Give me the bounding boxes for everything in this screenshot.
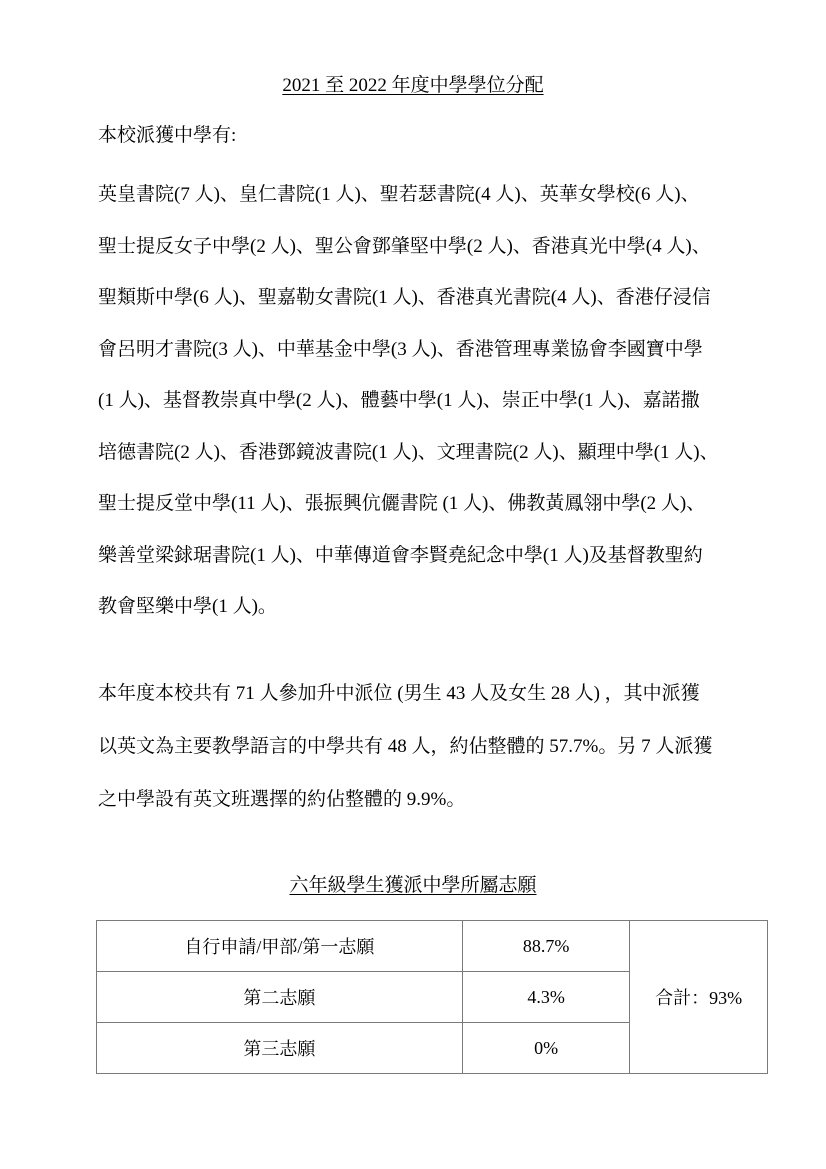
choice-percentage-cell: 88.7% — [462, 921, 630, 972]
choice-label-cell: 第二志願 — [97, 972, 463, 1023]
schools-line: (1 人)、基督教崇真中學(2 人)、體藝中學(1 人)、崇正中學(1 人)、嘉諾撒 — [98, 390, 700, 411]
schools-line: 教會堅樂中學(1 人)。 — [98, 596, 277, 617]
choice-label-cell: 自行申請/甲部/第一志願 — [97, 921, 463, 972]
schools-line: 聖士提反女子中學(2 人)、聖公會鄧肇堅中學(2 人)、香港真光中學(4 人)、 — [98, 235, 711, 257]
stats-line: 本年度本校共有 71 人參加升中派位 (男生 43 人及女生 28 人) ，其中派獲 — [98, 683, 700, 704]
choice-label-cell: 第三志願 — [97, 1023, 463, 1074]
schools-line: 會呂明才書院(3 人)、中華基金中學(3 人)、香港管理專業協會李國寶中學 — [98, 338, 703, 360]
total-cell: 合計：93% — [630, 921, 768, 1074]
choice-percentage-cell: 4.3% — [462, 972, 630, 1023]
choice-table — [96, 920, 768, 1074]
allocation-statistics-paragraph — [98, 667, 738, 826]
choice-table-title: 六年級學生獲派中學所屬志願 — [289, 875, 537, 896]
schools-line: 樂善堂梁銶琚書院(1 人)、中華傳道會李賢堯紀念中學(1 人)及基督教聖約 — [98, 544, 703, 566]
intro-text: 本校派獲中學有: — [98, 125, 237, 146]
stats-line: 以英文為主要教學語言的中學共有 48 人，約佔整體的 57.7%。另 7 人派獲 — [98, 736, 713, 757]
allocated-schools-paragraph — [98, 169, 738, 633]
schools-line: 英皇書院(7 人)、皇仁書院(1 人)、聖若瑟書院(4 人)、英華女學校(6 人)、 — [98, 184, 700, 205]
schools-line: 聖類斯中學(6 人)、聖嘉勒女書院(1 人)、香港真光書院(4 人)、香港仔浸信 — [98, 287, 711, 308]
table-row — [97, 921, 768, 972]
page-title: 2021 至 2022 年度中學學位分配 — [282, 75, 544, 96]
schools-line: 培德書院(2 人)、香港鄧鏡波書院(1 人)、文理書院(2 人)、顯理中學(1 人)、 — [98, 441, 719, 463]
stats-line: 之中學設有英文班選擇的約佔整體的 9.9%。 — [98, 789, 466, 810]
choice-percentage-cell: 0% — [462, 1023, 630, 1074]
schools-line: 聖士提反堂中學(11 人)、張振興伉儷書院 (1 人)、佛教黃鳳翎中學(2 人)、 — [98, 493, 706, 514]
